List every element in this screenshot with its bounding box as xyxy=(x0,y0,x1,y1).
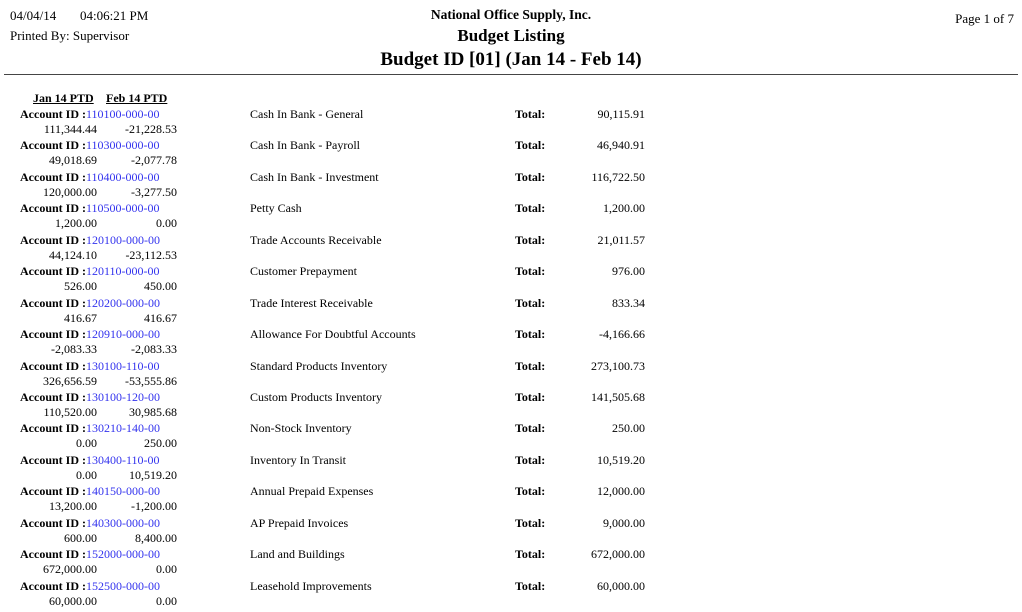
feb14-ptd-value: -23,112.53 xyxy=(125,247,177,262)
account-id-label: Account ID : xyxy=(20,389,86,404)
total-label: Total: xyxy=(515,452,546,467)
account-id-link[interactable]: 130100-120-00 xyxy=(86,389,160,404)
account-id-link[interactable]: 130400-110-00 xyxy=(86,452,160,467)
account-id-link[interactable]: 152000-000-00 xyxy=(86,547,160,562)
account-id-label: Account ID : xyxy=(20,232,86,247)
feb14-ptd-value: -1,200.00 xyxy=(131,499,177,514)
column-header-feb14-ptd: Feb 14 PTD xyxy=(106,91,168,105)
budget-row xyxy=(0,107,1022,138)
total-value: 12,000.00 xyxy=(597,484,645,499)
jan14-ptd-value: 0.00 xyxy=(76,467,97,482)
total-label: Total: xyxy=(515,232,546,247)
account-id-label: Account ID : xyxy=(20,295,86,310)
report-time: 04:06:21 PM xyxy=(80,8,149,23)
account-name: Petty Cash xyxy=(250,201,302,216)
account-name: Customer Prepayment xyxy=(250,264,357,279)
total-value: 141,505.68 xyxy=(591,389,645,404)
account-id-link[interactable]: 120910-000-00 xyxy=(86,327,160,342)
budget-rows xyxy=(0,107,1022,610)
jan14-ptd-value: 60,000.00 xyxy=(49,593,97,608)
column-header-jan14-ptd: Jan 14 PTD xyxy=(33,91,94,105)
account-id-label: Account ID : xyxy=(20,201,86,216)
feb14-ptd-value: -2,083.33 xyxy=(131,342,177,357)
total-value: 9,000.00 xyxy=(603,515,645,530)
account-id-label: Account ID : xyxy=(20,358,86,373)
total-label: Total: xyxy=(515,515,546,530)
total-label: Total: xyxy=(515,389,546,404)
feb14-ptd-value: 0.00 xyxy=(156,562,177,577)
account-id-link[interactable]: 120100-000-00 xyxy=(86,232,160,247)
account-id-link[interactable]: 130210-140-00 xyxy=(86,421,160,436)
account-name: Leasehold Improvements xyxy=(250,578,372,593)
budget-row xyxy=(0,327,1022,358)
account-id-label: Account ID : xyxy=(20,138,86,153)
budget-row xyxy=(0,170,1022,201)
feb14-ptd-value: -21,228.53 xyxy=(125,122,177,136)
feb14-ptd-value: 8,400.00 xyxy=(135,530,177,545)
account-id-link[interactable]: 110400-000-00 xyxy=(86,169,160,184)
total-value: 833.34 xyxy=(612,295,645,310)
account-id-link[interactable]: 140150-000-00 xyxy=(86,484,160,499)
budget-row xyxy=(0,264,1022,295)
total-value: 976.00 xyxy=(612,264,645,279)
budget-row xyxy=(0,421,1022,452)
total-value: 90,115.91 xyxy=(597,107,645,121)
report-date: 04/04/14 xyxy=(10,8,57,23)
jan14-ptd-value: 49,018.69 xyxy=(49,153,97,168)
feb14-ptd-value: -3,277.50 xyxy=(131,184,177,199)
feb14-ptd-value: 30,985.68 xyxy=(129,404,177,419)
budget-row xyxy=(0,201,1022,232)
total-label: Total: xyxy=(515,358,546,373)
account-id-link[interactable]: 140300-000-00 xyxy=(86,515,160,530)
feb14-ptd-value: 0.00 xyxy=(156,216,177,231)
total-label: Total: xyxy=(515,201,546,216)
total-value: 60,000.00 xyxy=(597,578,645,593)
feb14-ptd-value: 250.00 xyxy=(144,436,177,451)
account-name: Cash In Bank - General xyxy=(250,107,364,121)
header-divider xyxy=(4,74,1018,75)
account-name: Non-Stock Inventory xyxy=(250,421,352,436)
account-id-link[interactable]: 110500-000-00 xyxy=(86,201,160,216)
account-id-label: Account ID : xyxy=(20,264,86,279)
budget-row xyxy=(0,138,1022,169)
jan14-ptd-value: 600.00 xyxy=(64,530,97,545)
total-label: Total: xyxy=(515,138,546,153)
page-indicator: Page 1 of 7 xyxy=(955,11,1014,26)
total-label: Total: xyxy=(515,484,546,499)
account-id-link[interactable]: 110300-000-00 xyxy=(86,138,160,153)
total-label: Total: xyxy=(515,169,546,184)
budget-row xyxy=(0,547,1022,578)
account-id-label: Account ID : xyxy=(20,169,86,184)
jan14-ptd-value: 326,656.59 xyxy=(43,373,97,388)
account-id-label: Account ID : xyxy=(20,515,86,530)
account-id-link[interactable]: 152500-000-00 xyxy=(86,578,160,593)
account-name: Land and Buildings xyxy=(250,547,345,562)
budget-row xyxy=(0,579,1022,610)
report-title: Budget Listing xyxy=(457,26,565,45)
total-label: Total: xyxy=(515,295,546,310)
account-id-label: Account ID : xyxy=(20,107,86,121)
jan14-ptd-value: 0.00 xyxy=(76,436,97,451)
account-id-link[interactable]: 120110-000-00 xyxy=(86,264,160,279)
jan14-ptd-value: 110,520.00 xyxy=(43,404,97,419)
jan14-ptd-value: 111,344.44 xyxy=(43,122,97,136)
company-name: National Office Supply, Inc. xyxy=(430,7,592,22)
total-value: 116,722.50 xyxy=(591,169,645,184)
total-value: 10,519.20 xyxy=(597,452,645,467)
account-name: Allowance For Doubtful Accounts xyxy=(250,327,416,342)
account-id-label: Account ID : xyxy=(20,484,86,499)
account-id-label: Account ID : xyxy=(20,578,86,593)
jan14-ptd-value: 44,124.10 xyxy=(49,247,97,262)
account-name: AP Prepaid Invoices xyxy=(250,515,349,530)
account-id-link[interactable]: 120200-000-00 xyxy=(86,295,160,310)
total-label: Total: xyxy=(515,547,546,562)
feb14-ptd-value: 450.00 xyxy=(144,279,177,294)
total-value: 273,100.73 xyxy=(591,358,645,373)
report-subtitle: Budget ID [01] (Jan 14 - Feb 14) xyxy=(380,49,642,70)
total-value: 46,940.91 xyxy=(597,138,645,153)
account-name: Custom Products Inventory xyxy=(250,389,382,404)
total-value: 672,000.00 xyxy=(591,547,645,562)
budget-row xyxy=(0,296,1022,327)
total-value: 1,200.00 xyxy=(603,201,645,216)
feb14-ptd-value: 416.67 xyxy=(144,310,177,325)
budget-row xyxy=(0,516,1022,547)
account-id-label: Account ID : xyxy=(20,547,86,562)
total-label: Total: xyxy=(515,264,546,279)
printed-by: Printed By: Supervisor xyxy=(10,28,130,43)
account-id-link[interactable]: 110100-000-00 xyxy=(86,107,160,121)
feb14-ptd-value: -2,077.78 xyxy=(131,153,177,168)
account-name: Trade Interest Receivable xyxy=(250,295,373,310)
total-value: -4,166.66 xyxy=(599,327,645,342)
jan14-ptd-value: 416.67 xyxy=(64,310,97,325)
account-name: Annual Prepaid Expenses xyxy=(250,484,374,499)
jan14-ptd-value: 120,000.00 xyxy=(43,184,97,199)
jan14-ptd-value: 1,200.00 xyxy=(55,216,97,231)
account-name: Inventory In Transit xyxy=(250,452,346,467)
budget-row xyxy=(0,453,1022,484)
total-label: Total: xyxy=(515,578,546,593)
total-label: Total: xyxy=(515,421,546,436)
account-name: Cash In Bank - Investment xyxy=(250,169,379,184)
account-name: Cash In Bank - Payroll xyxy=(250,138,360,153)
feb14-ptd-value: 10,519.20 xyxy=(129,467,177,482)
jan14-ptd-value: 672,000.00 xyxy=(43,562,97,577)
account-id-link[interactable]: 130100-110-00 xyxy=(86,358,160,373)
jan14-ptd-value: 13,200.00 xyxy=(49,499,97,514)
total-value: 21,011.57 xyxy=(597,232,645,247)
jan14-ptd-value: -2,083.33 xyxy=(51,342,97,357)
feb14-ptd-value: -53,555.86 xyxy=(125,373,177,388)
budget-row xyxy=(0,359,1022,390)
account-name: Trade Accounts Receivable xyxy=(250,232,382,247)
budget-row xyxy=(0,484,1022,515)
account-id-label: Account ID : xyxy=(20,327,86,342)
account-name: Standard Products Inventory xyxy=(250,358,388,373)
total-value: 250.00 xyxy=(612,421,645,436)
budget-row xyxy=(0,390,1022,421)
account-id-label: Account ID : xyxy=(20,421,86,436)
account-id-label: Account ID : xyxy=(20,452,86,467)
budget-row xyxy=(0,233,1022,264)
total-label: Total: xyxy=(515,107,546,121)
total-label: Total: xyxy=(515,327,546,342)
jan14-ptd-value: 526.00 xyxy=(64,279,97,294)
feb14-ptd-value: 0.00 xyxy=(156,593,177,608)
